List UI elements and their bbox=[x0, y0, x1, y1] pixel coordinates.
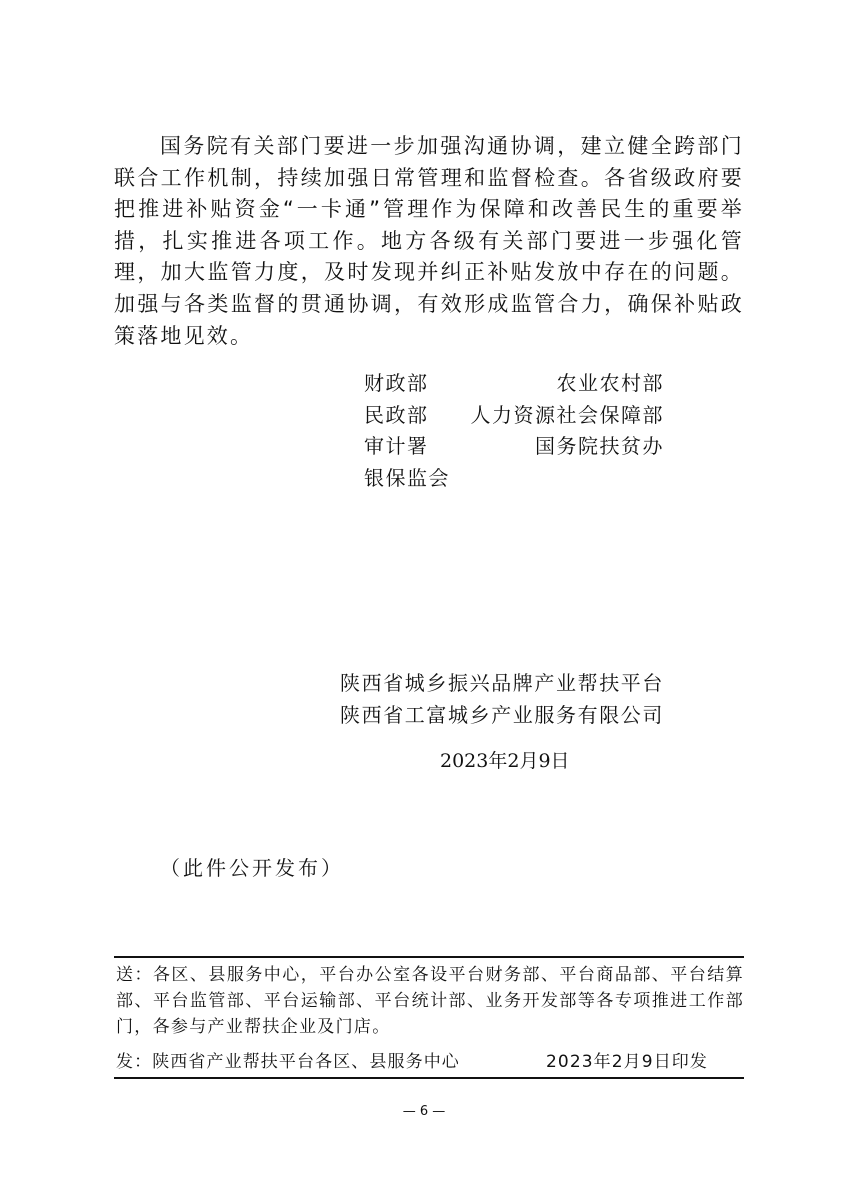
signatory-name: 银保监会 bbox=[364, 465, 450, 490]
signatory-row bbox=[364, 400, 664, 432]
signatory-name: 国务院扶贫办 bbox=[535, 434, 664, 458]
issuer-name-company: 陕西省工富城乡产业服务有限公司 bbox=[340, 702, 664, 727]
signatory-row bbox=[364, 463, 664, 495]
signatory-row bbox=[364, 368, 664, 400]
distribution-issuer: 发：陕西省产业帮扶平台各区、县服务中心 bbox=[116, 1052, 460, 1072]
distribution-issue-date: 2023年2月9日印发 bbox=[546, 1052, 708, 1072]
distribution-send-list: 送：各区、县服务中心，平台办公室各设平台财务部、平台商品部、平台结算部、平台监管部、平台运输部、平台统计部、业务开发部等各专项推进工作部门，各参与产业帮扶企业及门店。 bbox=[116, 965, 744, 1037]
issuer-block bbox=[340, 668, 670, 731]
signatory-row bbox=[364, 431, 664, 463]
signatory-name: 审计署 bbox=[364, 434, 429, 458]
signatory-block bbox=[364, 368, 664, 494]
distribution-bottom-rule bbox=[114, 1077, 744, 1079]
issuer-name-platform: 陕西省城乡振兴品牌产业帮扶平台 bbox=[340, 671, 664, 695]
public-release-note: （此件公开发布） bbox=[160, 856, 344, 880]
signatory-name: 财政部 bbox=[364, 371, 429, 395]
body-paragraph: 国务院有关部门要进一步加强沟通协调，建立健全跨部门联合工作机制，持续加强日常管理和监督检查。各省级政府要把推进补贴资金“一卡通”管理作为保障和改善民生的重要举措，扎实推进各项工作。地方各级有关部门要进一步强化管理，加大监管力度，及时发现并纠正补贴发放中存在的问题。加强与各类监督的贯通协调，有效形成监管合力，确保补贴政策落地见效。 bbox=[114, 134, 744, 348]
signatory-name: 农业农村部 bbox=[556, 371, 664, 395]
distribution-issue-line bbox=[116, 1049, 744, 1075]
issue-date: 2023年2月9日 bbox=[440, 750, 570, 772]
page-number: — 6 — bbox=[402, 1104, 446, 1119]
signatory-name: 人力资源社会保障部 bbox=[470, 402, 664, 427]
distribution-top-rule bbox=[114, 956, 744, 958]
signatory-name: 民政部 bbox=[364, 402, 429, 427]
